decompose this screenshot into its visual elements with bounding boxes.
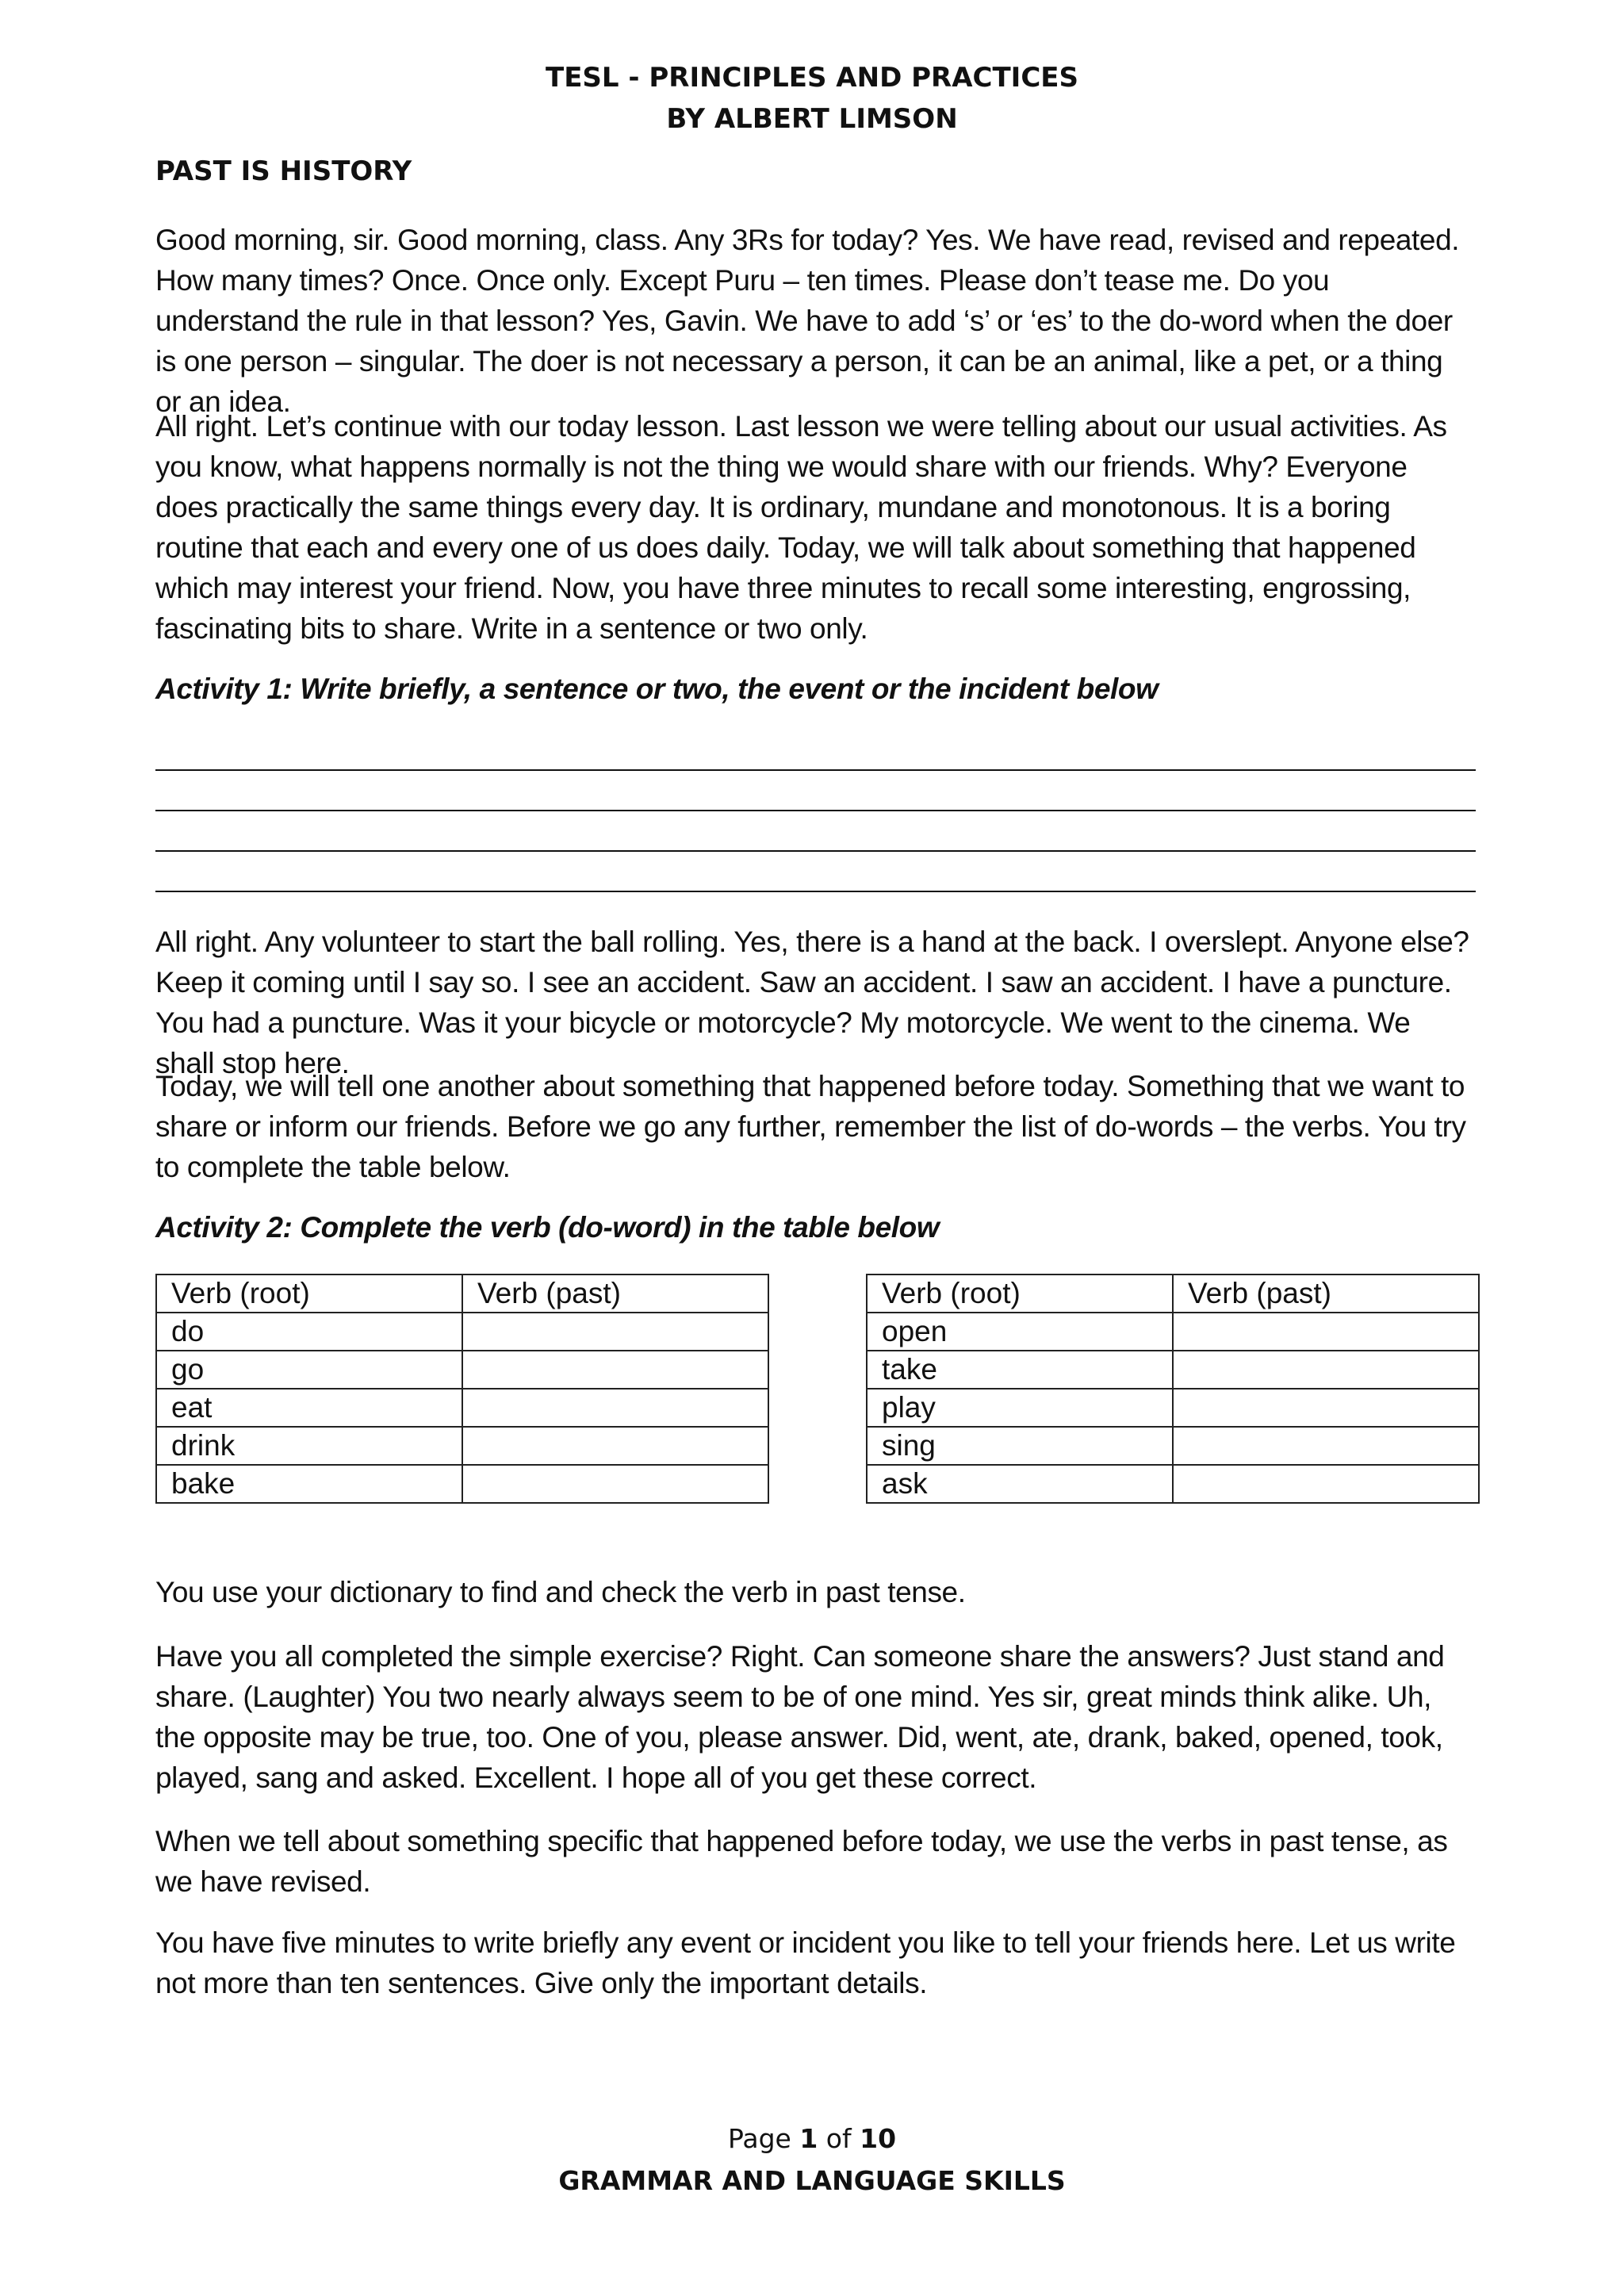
footer-subtitle: GRAMMAR AND LANGUAGE SKILLS xyxy=(558,2165,1066,2196)
activity-1-title: Activity 1: Write briefly, a sentence or two, the event or the incident below xyxy=(155,673,1159,705)
paragraph-5: You use your dictionary to find and check the verb in past tense. xyxy=(155,1576,966,1608)
table-row xyxy=(156,1465,768,1503)
table-row xyxy=(867,1313,1479,1351)
verb-past-input[interactable] xyxy=(462,1389,768,1427)
answer-line-1[interactable] xyxy=(155,769,1476,771)
document-title: TESL - PRINCIPLES AND PRACTICES xyxy=(546,62,1078,94)
verb-root-cell: do xyxy=(156,1313,462,1351)
verb-root-cell: go xyxy=(156,1351,462,1389)
verb-root-cell: drink xyxy=(156,1427,462,1465)
table-header-row xyxy=(156,1274,768,1313)
verb-past-input[interactable] xyxy=(462,1351,768,1389)
col-header-past: Verb (past) xyxy=(1173,1274,1479,1313)
page-number xyxy=(0,2123,1624,2154)
page-current: 1 xyxy=(799,2123,818,2154)
verb-table-right xyxy=(866,1274,1480,1504)
verb-past-input[interactable] xyxy=(1173,1313,1479,1351)
verb-past-input[interactable] xyxy=(1173,1465,1479,1503)
page-of: of xyxy=(825,2123,852,2154)
table-row xyxy=(156,1389,768,1427)
table-row xyxy=(156,1427,768,1465)
verb-root-cell: eat xyxy=(156,1389,462,1427)
table-row xyxy=(867,1465,1479,1503)
col-header-root: Verb (root) xyxy=(156,1274,462,1313)
verb-root-cell: sing xyxy=(867,1427,1173,1465)
paragraph-8: You have five minutes to write briefly any event or incident you like to tell your friends here. Let us write not more than ten sentences. Give only the important details. xyxy=(155,1926,1456,1999)
verb-root-cell: play xyxy=(867,1389,1173,1427)
col-header-root: Verb (root) xyxy=(867,1274,1173,1313)
table-row xyxy=(156,1351,768,1389)
verb-past-input[interactable] xyxy=(1173,1389,1479,1427)
verb-root-cell: ask xyxy=(867,1465,1173,1503)
table-row xyxy=(867,1389,1479,1427)
table-row xyxy=(867,1427,1479,1465)
paragraph-4: Today, we will tell one another about something that happened before today. Something that we want to share or inform our friends. Before we go any further, remember the list of do-words – the verbs. You try to complete the table below. xyxy=(155,1070,1466,1183)
table-row xyxy=(156,1313,768,1351)
document-author: BY ALBERT LIMSON xyxy=(666,103,958,135)
paragraph-2: All right. Let’s continue with our today lesson. Last lesson we were telling about our usual activities. As you know, what happens normally is not the thing we would share with our friends. Why? Everyone does practically the same things every day. It is ordinary, mundane and monotonous. It is a boring routine that each and every one of us does daily. Today, we will talk about something that happened which may interest your friend. Now, you have three minutes to recall some interesting, engrossing, fascinating bits to share. Write in a sentence or two only. xyxy=(155,410,1447,645)
paragraph-7: When we tell about something specific that happened before today, we use the verbs in past tense, as we have revised. xyxy=(155,1825,1448,1898)
paragraph-1: Good morning, sir. Good morning, class. Any 3Rs for today? Yes. We have read, revised and repeated. How many times? Once. Once only. Except Puru – ten times. Please don’t tease me. Do you understand the rule in that lesson? Yes, Gavin. We have to add ‘s’ or ‘es’ to the do-word when the doer is one person – singular. The doer is not necessary a person, it can be an animal, like a pet, or a thing or an idea. xyxy=(155,224,1460,418)
page-label: Page xyxy=(727,2123,791,2154)
verb-past-input[interactable] xyxy=(462,1427,768,1465)
answer-line-2[interactable] xyxy=(155,810,1476,811)
col-header-past: Verb (past) xyxy=(462,1274,768,1313)
verb-root-cell: open xyxy=(867,1313,1173,1351)
answer-line-4[interactable] xyxy=(155,891,1476,892)
table-header-row xyxy=(867,1274,1479,1313)
paragraph-3: All right. Any volunteer to start the ball rolling. Yes, there is a hand at the back. I overslept. Anyone else? Keep it coming until I say so. I see an accident. Saw an accident. I saw an accident. I have a puncture. You had a puncture. Was it your bicycle or motorcycle? My motorcycle. We went to the cinema. We shall stop here. xyxy=(155,926,1469,1079)
verb-past-input[interactable] xyxy=(462,1465,768,1503)
answer-line-3[interactable] xyxy=(155,850,1476,852)
table-row xyxy=(867,1351,1479,1389)
section-title: PAST IS HISTORY xyxy=(155,155,412,187)
paragraph-6: Have you all completed the simple exercise? Right. Can someone share the answers? Just stand and share. (Laughter) You two nearly always seem to be of one mind. Yes sir, great minds think alike. Uh, the opposite may be true, too. One of you, please answer. Did, went, ate, drank, baked, opened, took, played, sang and asked. Excellent. I hope all of you get these correct. xyxy=(155,1640,1445,1794)
page-total: 10 xyxy=(860,2123,897,2154)
verb-past-input[interactable] xyxy=(1173,1351,1479,1389)
verb-root-cell: take xyxy=(867,1351,1173,1389)
verb-past-input[interactable] xyxy=(1173,1427,1479,1465)
verb-past-input[interactable] xyxy=(462,1313,768,1351)
activity-2-title: Activity 2: Complete the verb (do-word) in the table below xyxy=(155,1211,940,1244)
verb-table-left xyxy=(155,1274,769,1504)
verb-root-cell: bake xyxy=(156,1465,462,1503)
